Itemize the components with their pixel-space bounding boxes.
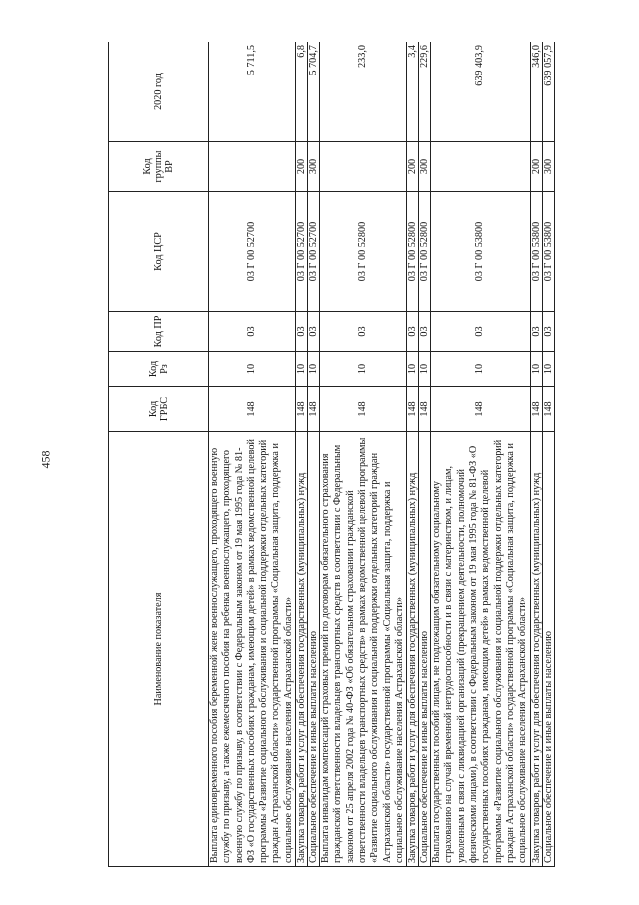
row-name: Выплата единовременного пособия беременной жене военнослужащего, проходящего военную службу по призыву, а также ежемесячного пособия на ребенка военнослужащего, проходящего военную службу по призыву, в соответствии с Федеральным законом от 19 мая 1995 года № 81-ФЗ «О государственных пособиях гражданам, имеющим детей» в рамках ведомственной целевой программы «Развитие социального обслуживания и социальной поддержки отдельных категорий граждан Астраханской области» государственной программы «Социальная защита, поддержка и социальное обслуживание населения Астраханской области»	[209, 432, 296, 867]
table-row	[419, 42, 431, 867]
row-grbs: 148	[320, 387, 407, 432]
row-pr: 03	[308, 312, 320, 352]
row-name: Выплата инвалидам компенсаций страховых премий по договорам обязательного страхования гражданской ответственности владельцев транспортных средств в соответствии с Федеральным законом от 25 апреля 2002 года № 40-ФЗ «Об обязательном страховании гражданской ответственности владельцев транспортных средств» в рамках ведомственной целевой программы «Развитие социального обслуживания и социальной поддержки отдельных категорий граждан Астраханской области» государственной программы «Социальная защита, поддержка и социальное обслуживание населения Астраханской области»	[320, 432, 407, 867]
row-vr: 300	[419, 142, 431, 192]
row-vr	[209, 142, 296, 192]
row-rz: 10	[209, 352, 296, 387]
header-rz: Код Рз	[109, 352, 209, 387]
table-row	[320, 42, 407, 867]
rotated-table-frame	[108, 42, 617, 867]
header-csr: Код ЦСР	[109, 192, 209, 312]
row-rz: 10	[320, 352, 407, 387]
row-vr: 200	[296, 142, 308, 192]
row-csr: 03 Г 00 52800	[320, 192, 407, 312]
row-name: Социальное обеспечение и иные выплаты населению	[542, 432, 554, 867]
row-vr: 200	[530, 142, 542, 192]
row-pr: 03	[296, 312, 308, 352]
row-pr: 03	[407, 312, 419, 352]
row-vr: 300	[542, 142, 554, 192]
table-row	[542, 42, 554, 867]
table-row	[296, 42, 308, 867]
header-year: 2020 год	[109, 42, 209, 142]
row-name: Закупка товаров, работ и услуг для обеспечения государственных (муниципальных) нужд	[530, 432, 542, 867]
header-vr: Код группы ВР	[109, 142, 209, 192]
row-csr: 03 Г 00 53800	[530, 192, 542, 312]
row-rz: 10	[296, 352, 308, 387]
row-grbs: 148	[419, 387, 431, 432]
row-pr: 03	[542, 312, 554, 352]
row-name: Закупка товаров, работ и услуг для обеспечения государственных (муниципальных) нужд	[407, 432, 419, 867]
row-csr: 03 Г 00 52800	[419, 192, 431, 312]
row-grbs: 148	[209, 387, 296, 432]
row-csr: 03 Г 00 53800	[542, 192, 554, 312]
row-grbs: 148	[308, 387, 320, 432]
row-value: 229,6	[419, 42, 431, 142]
row-name: Социальное обеспечение и иные выплаты населению	[419, 432, 431, 867]
row-pr: 03	[320, 312, 407, 352]
table-row	[530, 42, 542, 867]
row-rz: 10	[542, 352, 554, 387]
row-value: 5 704,7	[308, 42, 320, 142]
rotated-table-area	[108, 42, 617, 867]
row-value: 3,4	[407, 42, 419, 142]
row-vr: 200	[407, 142, 419, 192]
page-number: 458	[38, 450, 53, 469]
header-grbs: Код ГРБС	[109, 387, 209, 432]
row-csr: 03 Г 00 52700	[209, 192, 296, 312]
table-row	[209, 42, 296, 867]
row-value: 5 711,5	[209, 42, 296, 142]
row-vr	[320, 142, 407, 192]
row-vr	[431, 142, 530, 192]
row-pr: 03	[431, 312, 530, 352]
row-grbs: 148	[542, 387, 554, 432]
row-pr: 03	[209, 312, 296, 352]
row-value: 639 057,9	[542, 42, 554, 142]
row-rz: 10	[419, 352, 431, 387]
header-name: Наименование показателя	[109, 432, 209, 867]
row-rz: 10	[308, 352, 320, 387]
row-pr: 03	[419, 312, 431, 352]
header-row	[109, 42, 209, 867]
row-rz: 10	[530, 352, 542, 387]
row-name: Выплата государственных пособий лицам, не подлежащим обязательному социальному страхованию на случай временной нетрудоспособности и в связи с материнством, и лицам, уволенным в связи с ликвидацией организаций (прекращением деятельности, полномочий физическими лицами), в соответствии с Федеральным законом от 19 мая 1995 года № 81-ФЗ «О государственных пособиях гражданам, имеющим детей» в рамках ведомственной целевой программы «Развитие социального обслуживания и социальной поддержки отдельных категорий граждан Астраханской области» государственной программы «Социальная защита, поддержка и социальное обслуживание населения Астраханской области»	[431, 432, 530, 867]
row-value: 233,0	[320, 42, 407, 142]
row-value: 639 403,9	[431, 42, 530, 142]
row-rz: 10	[407, 352, 419, 387]
row-grbs: 148	[296, 387, 308, 432]
header-pr: Код ПР	[109, 312, 209, 352]
row-value: 346,0	[530, 42, 542, 142]
budget-table	[108, 42, 555, 867]
row-rz: 10	[431, 352, 530, 387]
row-name: Социальное обеспечение и иные выплаты населению	[308, 432, 320, 867]
table-row	[407, 42, 419, 867]
row-name: Закупка товаров, работ и услуг для обеспечения государственных (муниципальных) нужд	[296, 432, 308, 867]
row-grbs: 148	[431, 387, 530, 432]
table-row	[431, 42, 530, 867]
row-csr: 03 Г 00 52700	[296, 192, 308, 312]
row-csr: 03 Г 00 53800	[431, 192, 530, 312]
row-grbs: 148	[530, 387, 542, 432]
row-csr: 03 Г 00 52800	[407, 192, 419, 312]
row-grbs: 148	[407, 387, 419, 432]
table-row	[308, 42, 320, 867]
row-vr: 300	[308, 142, 320, 192]
row-pr: 03	[530, 312, 542, 352]
row-value: 6,8	[296, 42, 308, 142]
row-csr: 03 Г 00 52700	[308, 192, 320, 312]
